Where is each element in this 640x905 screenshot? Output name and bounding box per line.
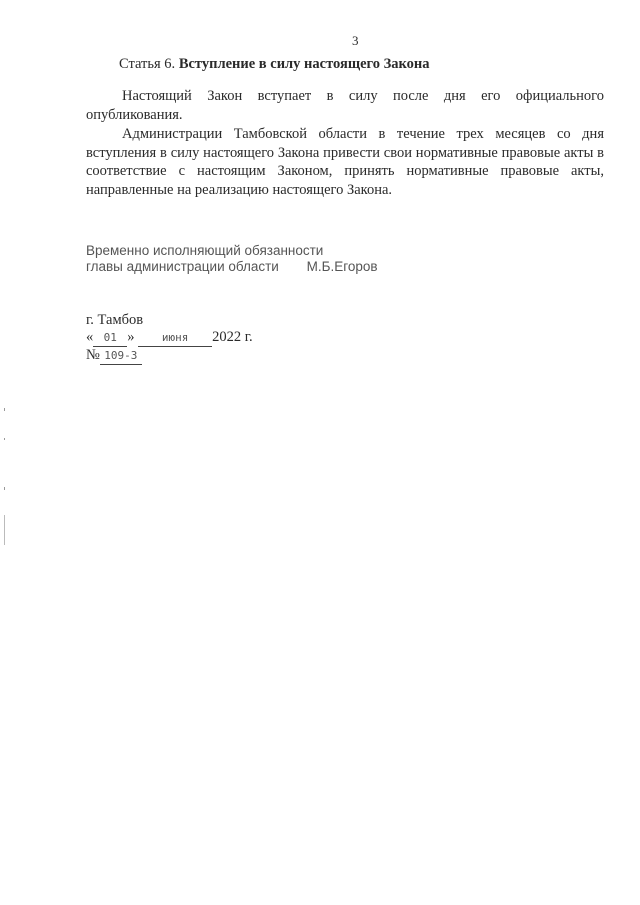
paragraph: Администрации Тамбовской области в течение трех месяцев со дня вступления в силу настоящего Закона привести свои нормативные правовые акты в соответствие с настоящим Законом, принять нормативные правовые акты, направленные на реализацию настоящего Закона. — [86, 126, 604, 198]
paragraph: Настоящий Закон вступает в силу после дня его официального опубликования. — [86, 88, 604, 123]
place-and-date-block — [86, 312, 253, 365]
number-sign: № — [86, 347, 100, 363]
date-month: июня — [138, 329, 212, 347]
scan-speck — [4, 408, 5, 411]
city: г. Тамбов — [86, 312, 144, 328]
date-year: 2022 г. — [212, 329, 253, 345]
scan-speck — [4, 438, 5, 440]
scan-speck — [4, 515, 5, 545]
date-day: 01 — [93, 329, 127, 347]
article-label: Статья 6. — [119, 56, 176, 72]
date-open-quote: « — [86, 329, 94, 345]
page-number: 3 — [352, 33, 359, 48]
article-heading — [119, 56, 430, 73]
signature-position-line2-row — [86, 259, 378, 275]
scan-speck — [4, 487, 5, 490]
date-close-quote: » — [127, 329, 135, 345]
signatory-name: М.Б.Егоров — [306, 259, 378, 274]
article-title: Вступление в силу настоящего Закона — [178, 56, 430, 72]
law-number-line — [86, 347, 253, 365]
article-body — [86, 87, 604, 199]
date-line — [86, 329, 253, 347]
signature-position-line2: главы администрации области — [86, 259, 279, 274]
signature-position-line1: Временно исполняющий обязанности — [86, 243, 324, 258]
signature-block — [86, 243, 378, 275]
law-number: 109-З — [100, 347, 142, 365]
